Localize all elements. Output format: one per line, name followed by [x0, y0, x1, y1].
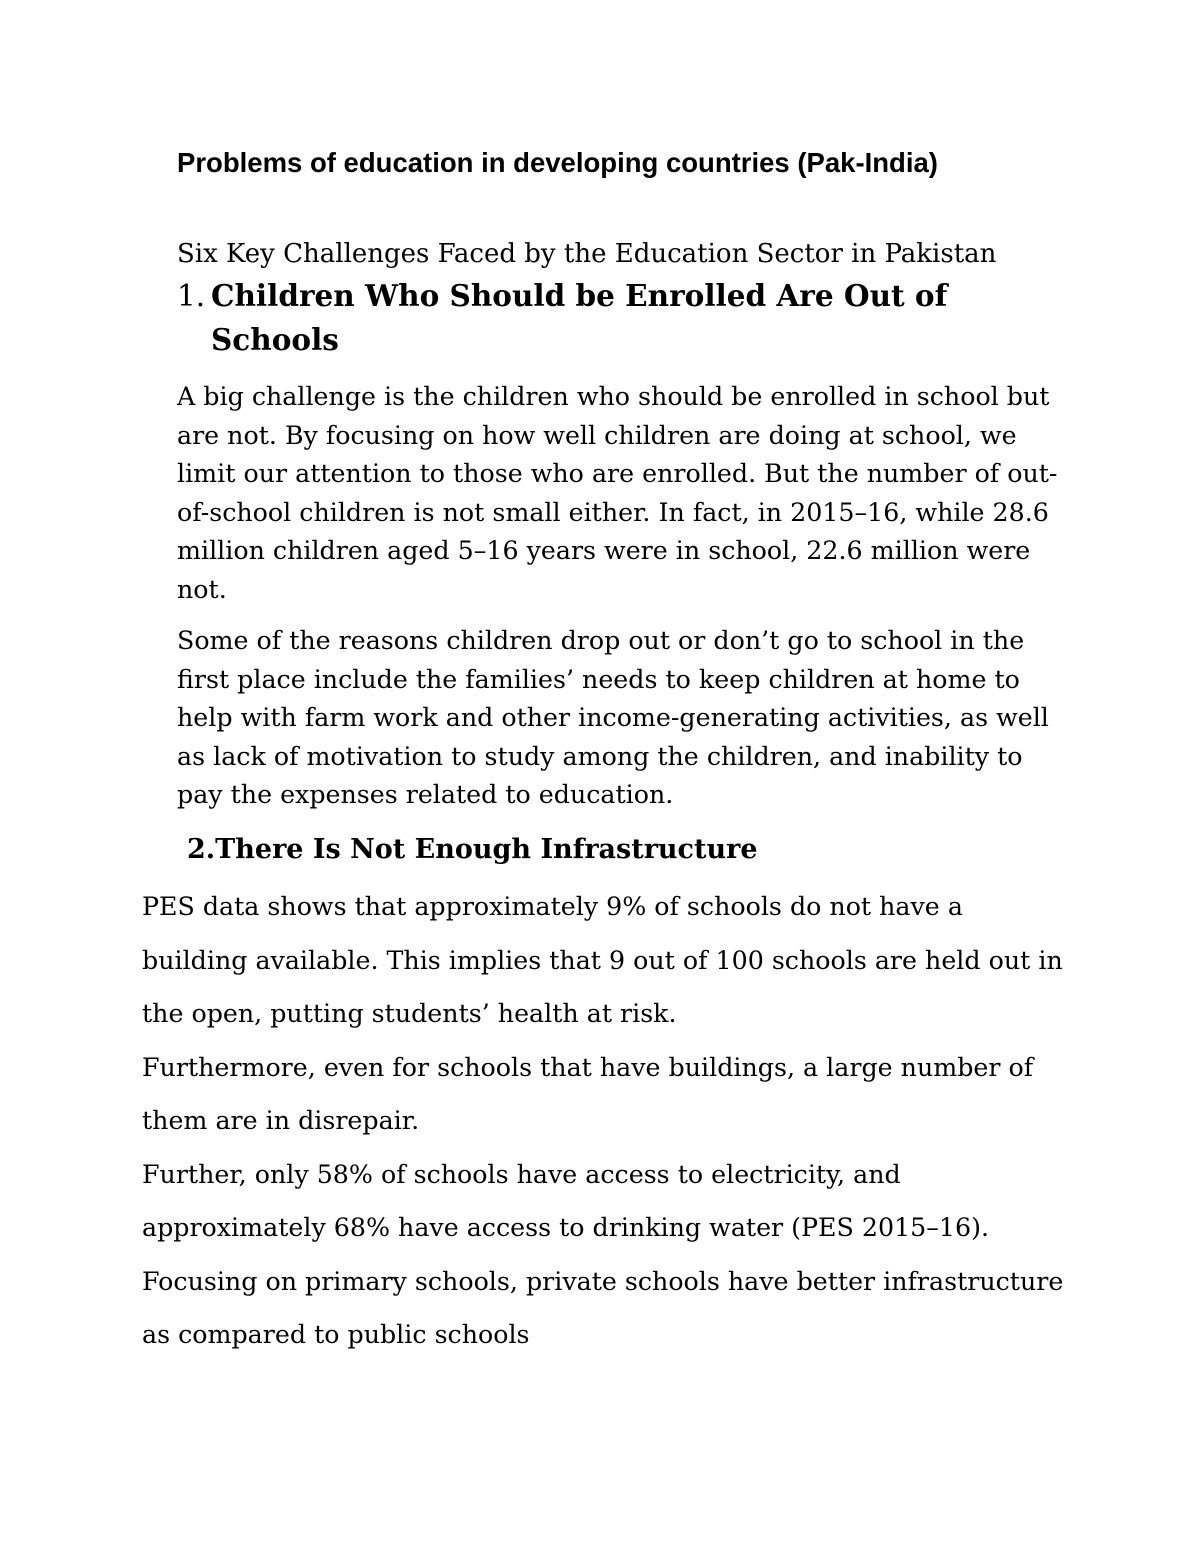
section2-body [142, 880, 1072, 1362]
section2-paragraph-4: Focusing on primary schools, private schools have better infrastructure as compared to public schools [142, 1266, 1064, 1349]
section1-paragraph-2: Some of the reasons children drop out or don’t go to school in the first place include the families’ needs to keep children at home to help with farm work and other income-generating activities, as well as lack of motivation to study among the children, and inability to pay the expenses related to education. [177, 626, 1049, 809]
document-subtitle: Six Key Challenges Faced by the Education Sector in Pakistan [177, 239, 997, 269]
section1-number: 1. [177, 279, 206, 313]
section1-heading [177, 274, 1077, 362]
section2-paragraph-2: Furthermore, even for schools that have buildings, a large number of them are in disrepair. [142, 1052, 1034, 1135]
section1-paragraph-1: A big challenge is the children who should be enrolled in school but are not. By focusing on how well children are doing at school, we limit our attention to those who are enrolled. But the number of out-of-school children is not small either. In fact, in 2015–16, while 28.6 million children aged 5–16 years were in school, 22.6 million were not. [177, 382, 1058, 604]
section2-paragraph-1: PES data shows that approximately 9% of schools do not have a building available. This implies that 9 out of 100 schools are held out in the open, putting students’ health at risk. [142, 892, 1063, 1028]
document-title: Problems of education in developing countries (Pak-India) [177, 147, 938, 178]
section2-heading: 2.There Is Not Enough Infrastructure [187, 834, 758, 865]
section2-paragraph-3: Further, only 58% of schools have access to electricity, and approximately 68% have access to drinking water (PES 2015–16). [142, 1159, 990, 1242]
section1-heading-text: Children Who Should be Enrolled Are Out of Schools [211, 278, 948, 357]
